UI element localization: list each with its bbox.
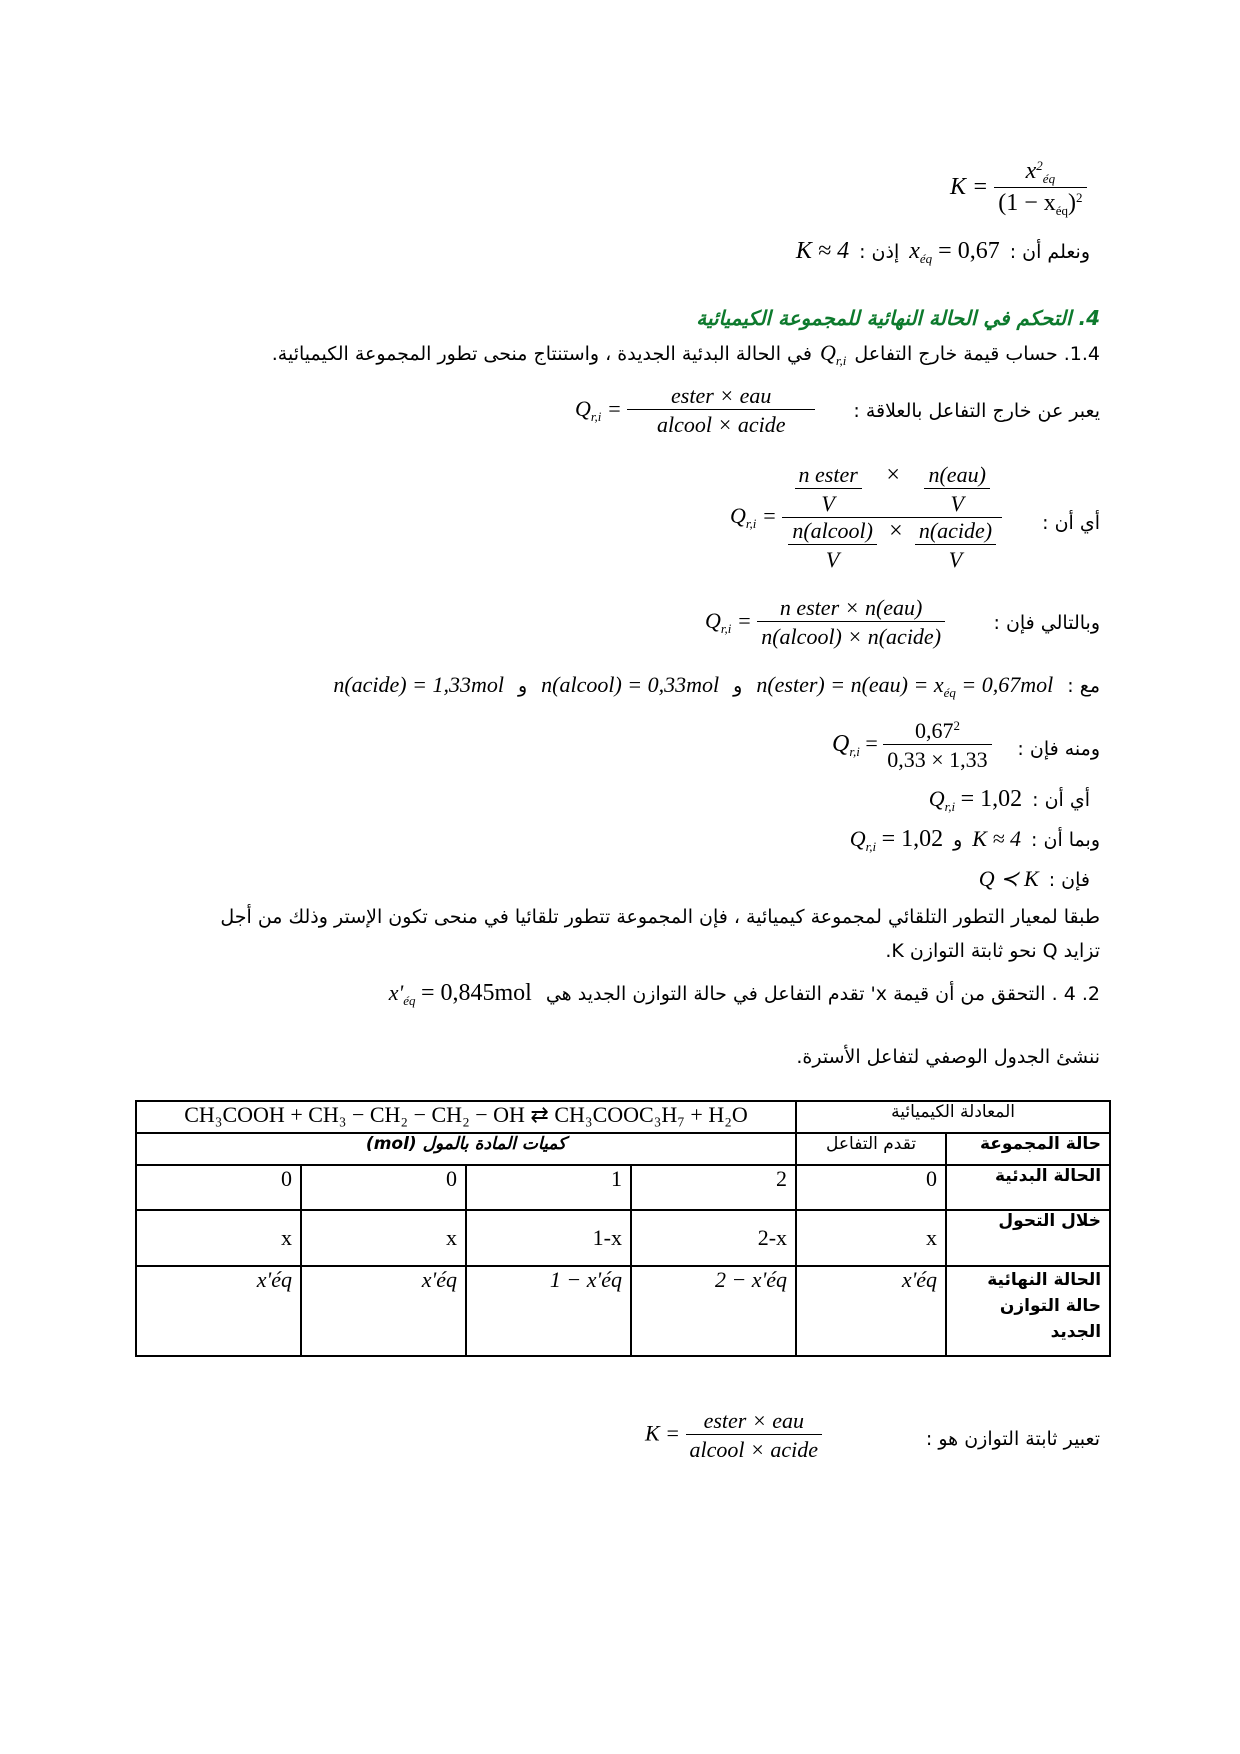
q1-text-b: في الحالة البدئية الجديدة ، واستنتاج منحى تطور المجموعة الكيميائية. bbox=[271, 343, 812, 365]
k-formula bbox=[950, 158, 1087, 219]
verify-text: 2. 4 . التحقق من أن قيمة x' تقدم التفاعل في حالة التوازن الجديد هي bbox=[545, 983, 1100, 1005]
descriptive-table bbox=[135, 1100, 1111, 1357]
k-val: K ≈ 4 bbox=[972, 826, 1022, 851]
cell: x'éq bbox=[301, 1266, 466, 1356]
cell: x'éq bbox=[136, 1266, 301, 1356]
row-label: خلال التحول bbox=[946, 1210, 1110, 1266]
qri-intro: يعبر عن خارج التفاعل بالعلاقة : bbox=[853, 400, 1100, 422]
table-row bbox=[136, 1165, 1110, 1210]
table-row bbox=[136, 1210, 1110, 1266]
hence-label: ومنه فإن : bbox=[1017, 738, 1100, 760]
qri-moles: $Q_{r,i}$ = $\frac{\text{n ester × n(eau)}}{\text{n(alcool) × n(acide)}}$ bbox=[705, 595, 945, 650]
k-expression: K = $\frac{\text{ester × eau}}{\text{alcool × acide}}$ bbox=[645, 1408, 822, 1463]
cell: x bbox=[301, 1210, 466, 1266]
k-intro: تعبير ثابتة التوازن هو : bbox=[925, 1428, 1100, 1450]
qri-concentration: $Q_{r,i}$ = $\frac{\text{n ester}}{V}$ × $\frac{\text{n(eau)}}{V}$ $\frac{\text{n(alcool)}}{V}$ × $\frac{\text{n(acide)}}{V}$ bbox=[730, 462, 1002, 573]
compare: Q ≺ K bbox=[978, 866, 1039, 891]
verify-value: $x'_{éq} = 0,845mol$ bbox=[388, 980, 532, 1008]
qri-relation: $Q_{r,i}$ = $\frac{\text{ester × eau}}{\text{alcool × acide}}$ bbox=[575, 383, 815, 438]
k-fraction: $\frac{x^2_{éq}}{(1 - x_{éq})^2}$ bbox=[994, 158, 1086, 219]
equation-row bbox=[136, 1101, 1110, 1133]
chemical-equation: CH₃COOH + CH₃ − CH₂ − CH₂ − OH ⇄ CH₃COOC₃H₇ + H₂O bbox=[136, 1101, 796, 1133]
knowing-line bbox=[796, 238, 1090, 267]
state-label: حالة المجموعة bbox=[946, 1133, 1110, 1165]
cell: 2 − x'éq bbox=[631, 1266, 796, 1356]
row-label: الحالة النهائية حالة التوازن الجديد bbox=[946, 1266, 1110, 1356]
equation-label: المعادلة الكيميائية bbox=[796, 1101, 1110, 1133]
advance-cell: x bbox=[796, 1210, 946, 1266]
verify-line bbox=[389, 980, 1100, 1009]
that-is-label: أي أن : bbox=[1042, 512, 1100, 534]
qri-value-line bbox=[929, 786, 1090, 815]
quantities-label: كميات المادة بالمول (mol) bbox=[136, 1133, 796, 1165]
cell: x bbox=[136, 1210, 301, 1266]
q1-text-a: 1.4. حساب قيمة خارج التفاعل bbox=[854, 343, 1100, 365]
cell: 2 bbox=[631, 1165, 796, 1210]
then-label: إذن : bbox=[859, 241, 900, 263]
since-label: وبما أن : bbox=[1031, 829, 1100, 851]
therefore-label: وبالتالي فإن : bbox=[993, 612, 1100, 634]
so-label: فإن : bbox=[1048, 869, 1090, 891]
table-intro: ننشئ الجدول الوصفي لتفاعل الأسترة. bbox=[796, 1046, 1100, 1068]
with-label: مع : bbox=[1067, 675, 1100, 697]
xeq-expression: $x_{éq} = 0,67$ bbox=[909, 238, 1000, 266]
k-approx: K ≈ 4 bbox=[795, 238, 850, 264]
cell: 0 bbox=[301, 1165, 466, 1210]
section-heading: 4. التحكم في الحالة النهائية للمجموعة الكيميائية bbox=[696, 306, 1100, 330]
advance-label: تقدم التفاعل bbox=[796, 1133, 946, 1165]
that-is2-label: أي أن : bbox=[1032, 789, 1090, 811]
so-line bbox=[979, 866, 1090, 892]
header-row bbox=[136, 1133, 1110, 1165]
since-line bbox=[850, 826, 1100, 855]
values-c: n(acide) = 1,33mol bbox=[333, 672, 504, 697]
k-lhs: K = bbox=[950, 174, 989, 201]
qri-value-2: $Q_{r,i} = 1,02$ bbox=[849, 826, 944, 854]
cell: 2-x bbox=[631, 1210, 796, 1266]
qri-value: $Q_{r,i} = 1,02$ bbox=[928, 786, 1023, 814]
conclusion-1: طبقا لمعيار التطور التلقائي لمجموعة كيميائية ، فإن المجموعة تتطور تلقائيا في منحى تكون الإستر وذلك من أجل bbox=[220, 906, 1100, 928]
q1-symbol: $Q_{r,i}$ bbox=[819, 340, 847, 368]
values-line bbox=[333, 672, 1100, 701]
and-2: و bbox=[517, 675, 528, 697]
qri-numeric: $Q_{r,i}$ = $\frac{0,67^2}{0,33 \times 1,33}$ bbox=[832, 718, 992, 773]
advance-cell: x'éq bbox=[796, 1266, 946, 1356]
cell: 1 bbox=[466, 1165, 631, 1210]
values-b: n(alcool) = 0,33mol bbox=[541, 672, 720, 697]
row-label: الحالة البدئية bbox=[946, 1165, 1110, 1210]
knowing-label: ونعلم أن : bbox=[1009, 241, 1090, 263]
and-3: و bbox=[953, 829, 963, 851]
cell: 0 bbox=[136, 1165, 301, 1210]
question-1-4 bbox=[272, 340, 1100, 369]
and-1: و bbox=[733, 675, 743, 697]
advance-cell: 0 bbox=[796, 1165, 946, 1210]
values-a: n(ester) = $n(eau) = x_{éq} = 0,67mol$ bbox=[756, 672, 1054, 700]
table-row bbox=[136, 1266, 1110, 1356]
cell: 1-x bbox=[466, 1210, 631, 1266]
cell: 1 − x'éq bbox=[466, 1266, 631, 1356]
conclusion-2: تزايد Q نحو ثابتة التوازن K. bbox=[885, 940, 1100, 962]
